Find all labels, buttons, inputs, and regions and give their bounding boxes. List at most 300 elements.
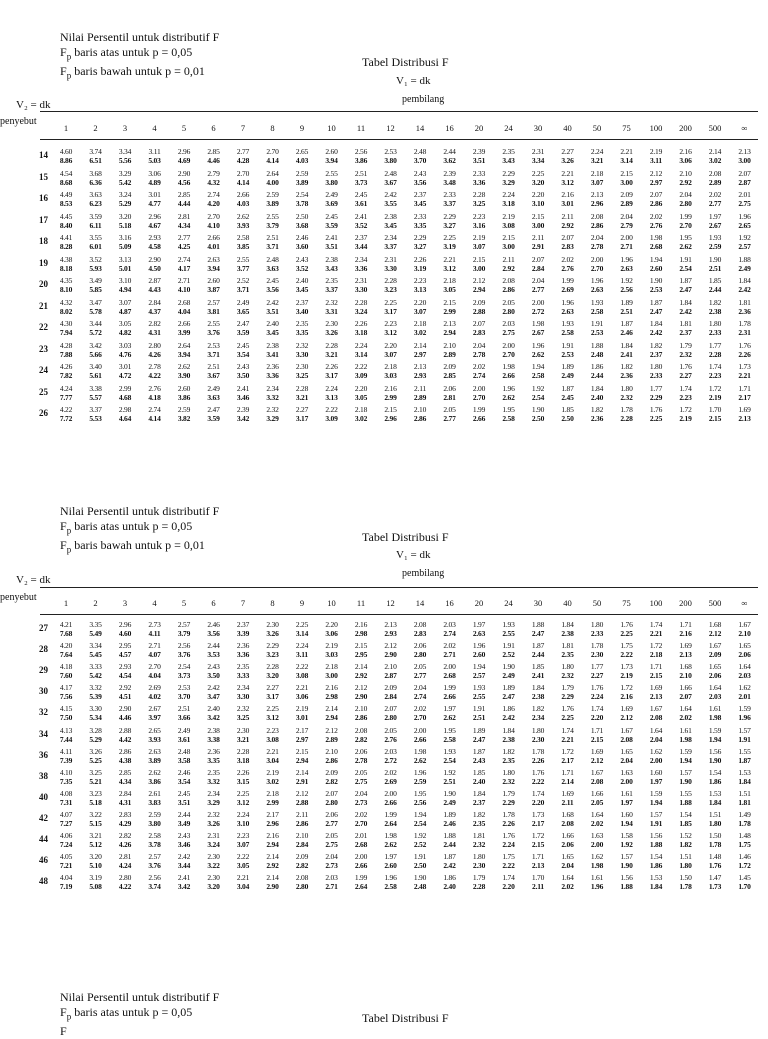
table-cell: 3.01 — [561, 199, 574, 208]
table-cell: 2.74 — [443, 629, 456, 638]
table-cell: 2.71 — [443, 650, 456, 660]
table-cell: 2.86 — [649, 199, 663, 208]
table-cell: 3.30 — [354, 285, 368, 294]
table-cell: 3.44 — [354, 242, 368, 251]
table-cell: 2.25 — [531, 168, 545, 178]
row-values-p001 — [0, 414, 751, 424]
table-cell: 1.72 — [620, 683, 633, 693]
table-cell: 2.15 — [354, 641, 368, 651]
table-cell: 1.87 — [649, 297, 663, 307]
table-cell: 3.89 — [295, 177, 309, 187]
table-cell: 1.89 — [472, 725, 486, 735]
table-cell: 2.51 — [443, 776, 456, 786]
table-cell: 2.83 — [118, 809, 132, 819]
table-cell: 1.61 — [590, 873, 604, 883]
table-cell: 2.14 — [266, 852, 279, 862]
table-cell: 7.68 — [59, 629, 73, 638]
pembilang-label: pembilang — [402, 94, 445, 105]
table-cell: 3.08 — [502, 220, 515, 230]
table-cell: 2.76 — [384, 734, 397, 744]
table-cell: 2.71 — [620, 242, 633, 251]
table-cell: 1.48 — [738, 831, 751, 840]
table-cell: 2.70 — [502, 349, 515, 359]
table-cell: 3.79 — [177, 629, 191, 638]
table-cell: 3.94 — [325, 156, 338, 165]
table-cell: 1.92 — [620, 840, 633, 849]
table-cell: 1.78 — [590, 641, 604, 651]
table-cell: 2.76 — [649, 220, 663, 230]
table-cell: 3.89 — [266, 199, 279, 208]
table-cell: 1.75 — [738, 840, 751, 849]
table-cell: 2.49 — [443, 797, 456, 807]
table-cell: 2.80 — [325, 797, 338, 807]
table-cell: 2.42 — [443, 861, 456, 871]
table-cell: 2.72 — [531, 306, 545, 316]
table-cell: 2.18 — [590, 168, 604, 178]
row-dk-label: 25 — [39, 386, 48, 397]
table-cell: 2.03 — [502, 319, 515, 328]
table-cell: 1.85 — [472, 767, 486, 777]
table-cell: 2.24 — [295, 641, 309, 651]
table-cell: 1.45 — [738, 873, 751, 883]
table-cell: 2.40 — [266, 319, 279, 328]
table-cell: 1.68 — [708, 620, 722, 629]
table-cell: 2.48 — [177, 746, 191, 756]
column-header: 100 — [649, 598, 663, 608]
table-cell: 2.37 — [236, 620, 250, 629]
table-row — [0, 233, 768, 253]
table-cell: 2.28 — [384, 276, 397, 285]
table-cell: 2.30 — [472, 861, 486, 871]
table-cell: 5.85 — [89, 285, 102, 294]
table-cell: 2.54 — [531, 392, 545, 402]
table-cell: 7.88 — [59, 349, 73, 359]
table-cell: 2.70 — [590, 263, 604, 273]
table-cell: 2.75 — [354, 776, 368, 786]
table-cell: 2.48 — [384, 168, 397, 178]
table-cell: 2.49 — [738, 263, 751, 273]
table-cell: 1.65 — [738, 641, 751, 651]
table-cell: 3.82 — [177, 414, 191, 423]
table-cell: 2.23 — [236, 831, 250, 840]
table-cell: 2.52 — [502, 650, 515, 660]
table-cell: 2.04 — [413, 683, 427, 693]
row-dk-label: 23 — [39, 343, 48, 354]
table-cell: 1.69 — [620, 704, 633, 714]
table-cell: 5.01 — [118, 263, 132, 273]
table-cell: 2.04 — [620, 755, 633, 765]
table-cell: 2.55 — [502, 629, 515, 638]
table-cell: 2.22 — [502, 861, 515, 871]
table-cell: 3.02 — [708, 156, 722, 165]
table-cell: 2.82 — [118, 831, 132, 840]
table-cell: 2.53 — [384, 147, 397, 156]
table-cell: 8.68 — [59, 177, 73, 187]
table-cell: 2.02 — [649, 211, 663, 221]
table-cell: 5.72 — [89, 328, 102, 337]
table-cell: 1.96 — [472, 641, 486, 651]
column-header: 16 — [445, 598, 454, 608]
row-dk-label: 44 — [39, 834, 48, 844]
table-cell: 2.19 — [649, 147, 663, 156]
row-dk-label: 38 — [39, 770, 48, 781]
table-cell: 3.51 — [266, 306, 279, 316]
table-cell: 4.67 — [148, 220, 161, 230]
table-cell: 1.88 — [649, 840, 663, 849]
table-cell: 1.76 — [620, 620, 633, 629]
table-cell: 2.93 — [118, 662, 132, 672]
table-cell: 3.35 — [89, 620, 102, 629]
table-cell: 2.19 — [679, 414, 692, 423]
table-cell: 1.67 — [590, 767, 604, 777]
table-cell: 2.49 — [502, 671, 515, 681]
table-cell: 2.48 — [413, 147, 427, 156]
table-cell: 2.68 — [354, 840, 368, 849]
table-cell: 1.53 — [738, 767, 751, 777]
table-cell: 2.64 — [177, 340, 191, 350]
table-cell: 2.86 — [295, 818, 309, 828]
table-cell: 2.66 — [472, 414, 486, 423]
table-cell: 2.47 — [236, 319, 250, 328]
table-cell: 2.32 — [207, 809, 220, 819]
table-cell: 4.43 — [148, 285, 161, 294]
row-values-p001 — [0, 371, 751, 381]
table-cell: 1.76 — [738, 340, 751, 350]
table-row — [0, 768, 768, 788]
table-cell: 2.96 — [590, 199, 604, 208]
table-cell: 1.64 — [708, 683, 722, 693]
table-cell: 3.20 — [531, 177, 545, 187]
table-cell: 1.94 — [531, 362, 545, 371]
table-cell: 2.66 — [177, 319, 191, 328]
column-header: 12 — [386, 123, 395, 133]
table-cell: 2.60 — [177, 383, 191, 393]
table-cell: 1.91 — [472, 704, 486, 714]
table-cell: 2.15 — [590, 734, 604, 744]
table-title: Tabel Distribusi F — [362, 55, 449, 69]
table-cell: 2.99 — [384, 392, 397, 402]
table-cell: 2.05 — [354, 767, 368, 777]
table-cell: 3.61 — [354, 199, 368, 208]
table-cell: 2.14 — [354, 662, 368, 672]
table-cell: 4.07 — [59, 809, 73, 819]
row-values-p001 — [0, 734, 751, 745]
table-cell: 3.19 — [443, 242, 456, 251]
table-cell: 1.90 — [649, 276, 663, 285]
table-cell: 3.07 — [236, 840, 250, 849]
table-cell: 1.98 — [708, 713, 722, 723]
table-cell: 2.91 — [295, 776, 309, 786]
table-cell: 2.16 — [266, 831, 279, 840]
table-cell: 2.08 — [413, 620, 427, 629]
table-cell: 3.68 — [89, 168, 102, 178]
table-cell: 2.09 — [620, 190, 633, 199]
table-cell: 2.89 — [413, 392, 427, 402]
table-cell: 2.16 — [325, 683, 338, 693]
table-cell: 1.97 — [472, 620, 486, 629]
table-cell: 2.96 — [148, 211, 161, 221]
table-cell: 3.02 — [413, 328, 427, 337]
table-cell: 1.96 — [590, 276, 604, 285]
column-header: 2 — [93, 123, 98, 133]
table-cell: 3.51 — [472, 156, 486, 165]
table-cell: 1.76 — [708, 861, 722, 871]
table-cell: 2.94 — [472, 285, 486, 294]
table-cell: 1.62 — [649, 746, 663, 756]
table-cell: 1.59 — [708, 725, 722, 735]
table-cell: 2.70 — [148, 662, 161, 672]
table-row — [0, 873, 768, 893]
table-cell: 2.20 — [413, 297, 427, 307]
table-cell: 1.61 — [620, 788, 633, 798]
table-cell: 2.51 — [266, 233, 279, 242]
table-cell: 2.27 — [590, 671, 604, 681]
table-cell: 2.89 — [325, 734, 338, 744]
column-header: 200 — [679, 598, 692, 608]
table-cell: 4.02 — [148, 692, 161, 702]
table-cell: 3.01 — [295, 713, 309, 723]
table-cell: 1.57 — [738, 725, 751, 735]
table-cell: 2.08 — [590, 211, 604, 221]
table-cell: 3.23 — [89, 788, 102, 798]
table-cell: 1.49 — [738, 809, 751, 819]
table-cell: 1.65 — [620, 746, 633, 756]
table-cell: 2.33 — [649, 371, 663, 380]
table-cell: 2.28 — [472, 882, 486, 892]
table-cell: 2.44 — [531, 650, 545, 660]
table-cell: 1.94 — [620, 818, 633, 828]
table-cell: 1.84 — [472, 788, 486, 798]
row-dk-label: 34 — [39, 728, 48, 739]
table-cell: 2.07 — [561, 233, 574, 242]
table-cell: 3.90 — [177, 371, 191, 380]
header-line2: $F_p$ baris atas untuk p = 0,05 — [60, 45, 193, 62]
table-cell: 2.43 — [295, 254, 309, 264]
table-cell: 2.07 — [325, 788, 338, 798]
table-cell: 1.93 — [472, 683, 486, 693]
row-values-p001 — [0, 818, 751, 829]
row-values-p001 — [0, 220, 751, 231]
table-cell: 1.95 — [502, 405, 515, 414]
table-cell: 2.24 — [502, 840, 515, 849]
table-cell: 4.21 — [59, 620, 73, 629]
table-cell: 2.90 — [354, 692, 368, 702]
table-cell: 2.30 — [590, 650, 604, 660]
table-cell: 7.72 — [59, 414, 73, 423]
table-cell: 2.37 — [354, 233, 368, 242]
table-cell: 2.18 — [413, 319, 427, 328]
table-cell: 1.87 — [679, 276, 692, 285]
table-cell: 2.18 — [354, 405, 368, 414]
table-cell: 2.88 — [118, 725, 132, 735]
table-cell: 2.21 — [738, 371, 751, 380]
table-cell: 2.23 — [266, 725, 279, 735]
table-cell: 2.50 — [295, 211, 309, 221]
row-dk-label: 28 — [39, 644, 48, 655]
table-cell: 2.28 — [620, 414, 633, 423]
table-cell: 1.98 — [590, 861, 604, 871]
table-cell: 1.82 — [502, 746, 515, 756]
table-cell: 4.58 — [148, 242, 161, 251]
table-cell: 5.10 — [89, 861, 102, 871]
table-cell: 2.43 — [177, 831, 191, 840]
table-cell: 2.26 — [531, 755, 545, 765]
table-cell: 1.74 — [531, 788, 545, 798]
table-cell: 4.20 — [59, 641, 73, 651]
table-cell: 2.06 — [561, 840, 574, 849]
table-cell: 2.54 — [177, 662, 191, 672]
table-cell: 2.71 — [325, 882, 338, 892]
table-cell: 1.81 — [738, 297, 751, 307]
table-cell: 2.85 — [118, 767, 132, 777]
table-cell: 3.36 — [266, 371, 279, 380]
table-cell: 2.85 — [443, 371, 456, 380]
table-cell: 1.98 — [413, 746, 427, 756]
table-cell: 3.33 — [89, 662, 102, 672]
table-cell: 2.81 — [443, 392, 456, 402]
row-values-p001 — [0, 199, 751, 209]
table-cell: 2.32 — [561, 671, 574, 681]
table-cell: 3.19 — [89, 873, 102, 883]
table-cell: 1.93 — [590, 297, 604, 307]
table-cell: 2.16 — [354, 620, 368, 629]
table-cell: 1.84 — [649, 319, 663, 328]
table-cell: 1.97 — [708, 211, 722, 221]
table-cell: 2.58 — [531, 371, 545, 380]
table-cell: 2.94 — [443, 328, 456, 337]
table-cell: 2.11 — [295, 809, 309, 819]
column-header: 2 — [93, 598, 98, 608]
table-cell: 2.77 — [236, 147, 250, 156]
column-header: 6 — [211, 598, 216, 608]
table-cell: 1.64 — [590, 809, 604, 819]
table-cell: 7.24 — [59, 840, 73, 849]
table-cell: 2.05 — [443, 405, 456, 414]
table-cell: 4.28 — [59, 340, 73, 350]
table-cell: 2.83 — [561, 242, 574, 251]
table-cell: 7.64 — [59, 650, 73, 660]
v2-label: V₂ = dk — [16, 99, 51, 111]
table-cell: 2.20 — [590, 713, 604, 723]
table-cell: 2.12 — [354, 683, 368, 693]
table-cell: 2.29 — [502, 797, 515, 807]
table-cell: 1.82 — [531, 704, 545, 714]
table-cell: 2.08 — [649, 713, 663, 723]
table-cell: 3.76 — [148, 861, 161, 871]
table-cell: 1.69 — [590, 746, 604, 756]
table-cell: 3.35 — [295, 328, 309, 337]
table-cell: 2.38 — [502, 734, 515, 744]
table-cell: 2.60 — [472, 650, 486, 660]
table-cell: 2.80 — [502, 306, 515, 316]
table-cell: 2.39 — [472, 147, 486, 156]
table-cell: 2.32 — [295, 340, 309, 350]
table-cell: 2.00 — [531, 297, 545, 307]
table-cell: 3.00 — [738, 156, 751, 165]
table-cell: 5.25 — [89, 755, 102, 765]
row-values-p001 — [0, 882, 751, 892]
row-values-p001 — [0, 177, 751, 188]
table-cell: 2.38 — [207, 725, 220, 735]
table-cell: 2.63 — [207, 254, 220, 264]
table-cell: 4.60 — [59, 147, 73, 156]
table-cell: 1.92 — [738, 233, 751, 242]
table-cell: 3.17 — [295, 414, 309, 423]
table-cell: 3.83 — [148, 797, 161, 807]
table-cell: 2.34 — [384, 233, 397, 242]
table-cell: 1.74 — [590, 704, 604, 714]
table-cell: 5.56 — [118, 156, 132, 165]
table-cell: 3.00 — [531, 220, 545, 230]
table-cell: 2.14 — [413, 340, 427, 350]
table-cell: 2.42 — [177, 852, 191, 862]
table-cell: 2.38 — [325, 254, 338, 264]
table-cell: 2.05 — [413, 662, 427, 672]
table-cell: 3.36 — [236, 650, 250, 660]
table-cell: 4.30 — [59, 319, 73, 328]
table-cell: 1.98 — [649, 233, 663, 242]
table-cell: 2.64 — [354, 882, 368, 892]
table-cell: 3.01 — [148, 190, 161, 199]
table-cell: 3.55 — [384, 199, 397, 208]
table-cell: 2.22 — [531, 776, 545, 786]
table-cell: 3.11 — [650, 156, 662, 165]
table-cell: 2.80 — [148, 340, 161, 350]
row-values-p001 — [0, 650, 751, 660]
table-cell: 2.44 — [443, 840, 456, 849]
table-cell: 2.65 — [295, 147, 309, 156]
table-cell: 3.07 — [413, 306, 427, 316]
table-cell: 2.75 — [502, 328, 515, 337]
table-cell: 2.42 — [679, 306, 692, 316]
table-cell: 1.78 — [502, 809, 515, 819]
table-cell: 2.10 — [679, 671, 692, 681]
table-cell: 1.80 — [502, 767, 515, 777]
table-cell: 2.22 — [236, 852, 250, 862]
table-cell: 1.74 — [679, 383, 692, 393]
table-cell: 3.60 — [295, 242, 309, 251]
table-cell: 2.41 — [531, 671, 545, 681]
table-cell: 3.47 — [89, 297, 102, 307]
table-cell: 2.89 — [708, 177, 722, 187]
table-cell: 1.68 — [679, 662, 692, 672]
table-cell: 2.23 — [472, 211, 486, 221]
table-cell: 3.52 — [354, 220, 368, 230]
table-cell: 2.94 — [266, 840, 279, 849]
table-cell: 2.22 — [620, 650, 633, 660]
table-cell: 1.71 — [590, 725, 604, 735]
table-cell: 2.97 — [295, 734, 309, 744]
table-cell: 3.76 — [177, 650, 191, 660]
table-cell: 1.56 — [620, 873, 633, 883]
table-cell: 2.66 — [413, 734, 427, 744]
table-cell: 1.66 — [561, 831, 574, 840]
table-cell: 4.41 — [59, 233, 73, 242]
column-header: 20 — [474, 123, 484, 133]
table-cell: 1.86 — [649, 861, 663, 871]
table-cell: 1.90 — [679, 776, 692, 786]
table-cell: 2.84 — [148, 297, 161, 307]
row-values-p001 — [0, 861, 751, 871]
table-cell: 2.65 — [148, 725, 161, 735]
table-cell: 2.45 — [236, 340, 250, 350]
table-cell: 1.76 — [649, 405, 663, 414]
table-cell: 2.58 — [443, 734, 456, 744]
table-cell: 4.08 — [59, 788, 73, 798]
table-cell: 3.07 — [472, 242, 486, 251]
table-cell: 2.89 — [620, 199, 633, 208]
table-cell: 2.05 — [502, 297, 515, 307]
